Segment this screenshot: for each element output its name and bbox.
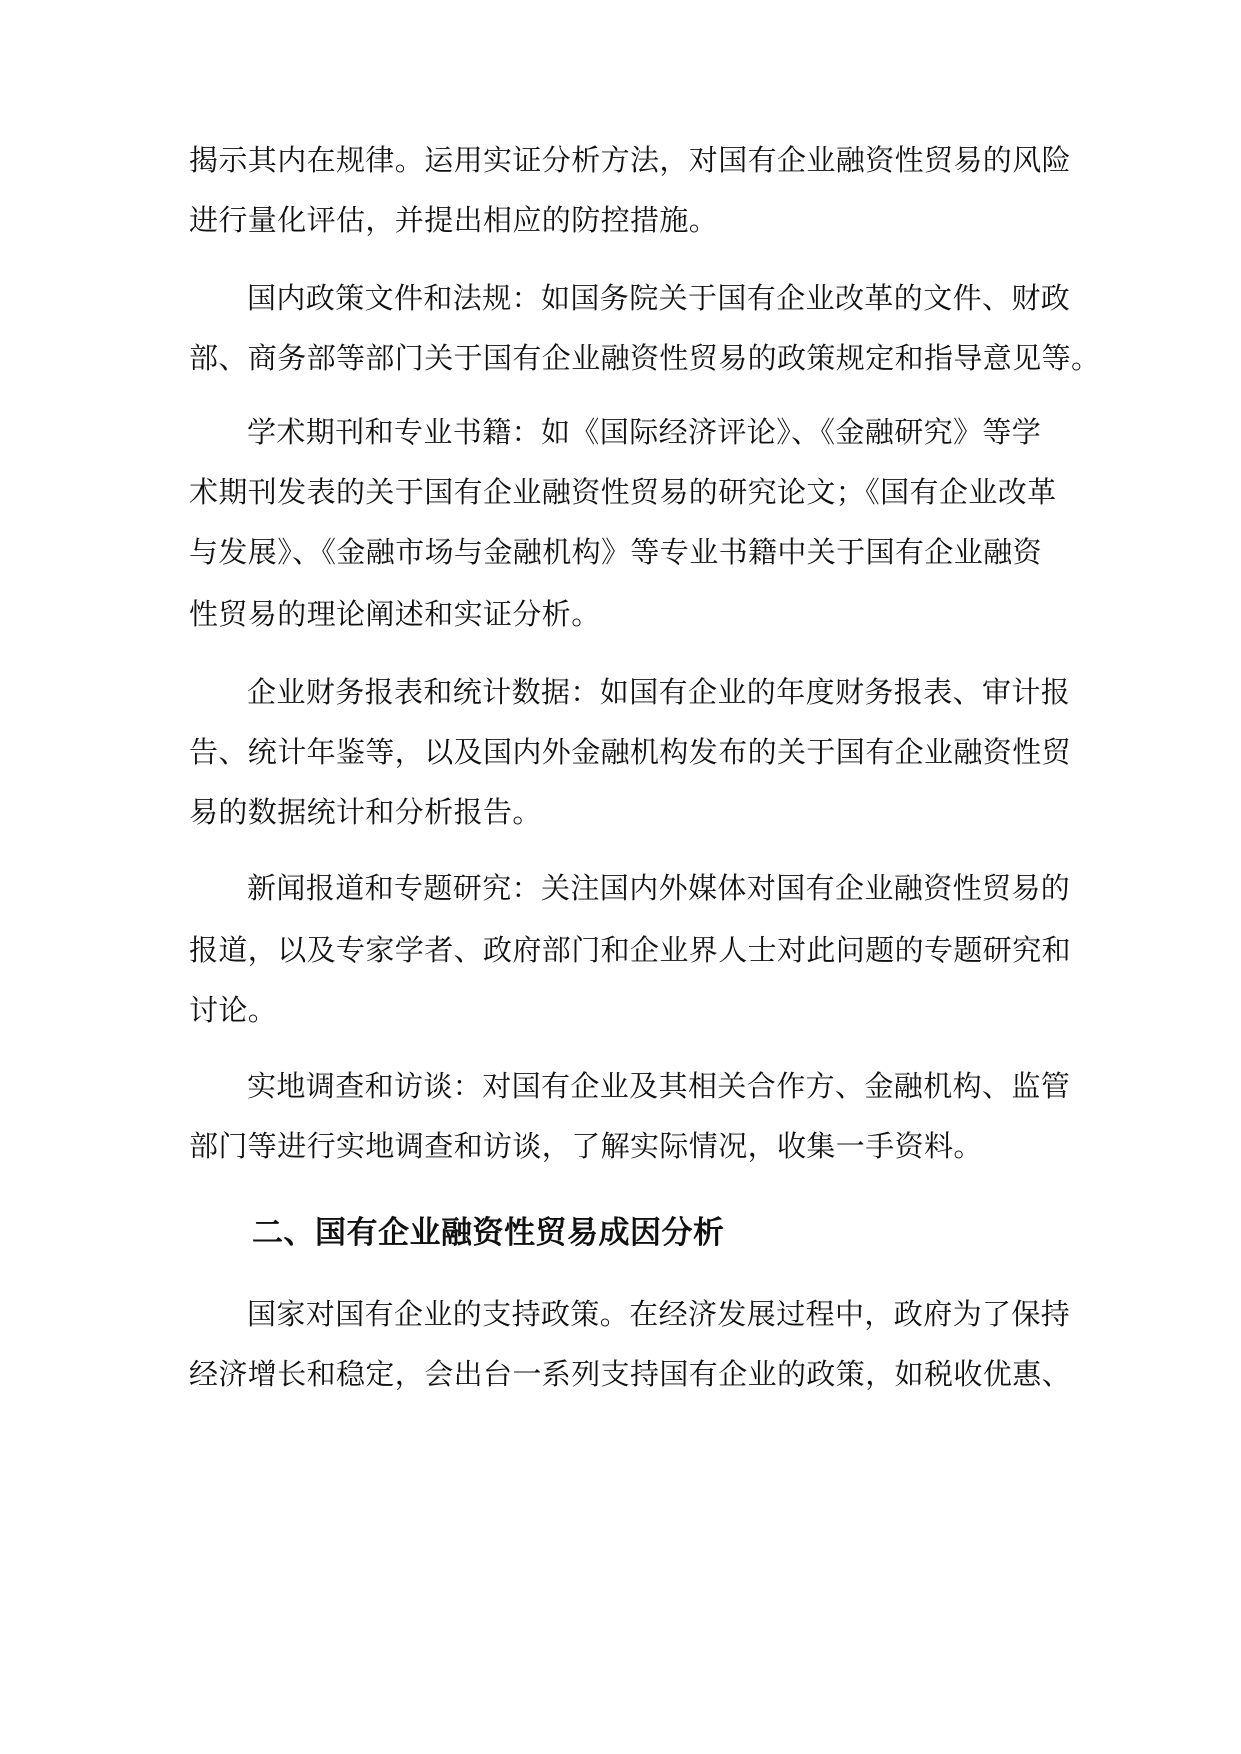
paragraph-3-line-2: 术期刊发表的关于国有企业融资性贸易的研究论文；《国有企业改革 [189,475,1057,509]
section-heading: 二、国有企业融资性贸易成因分析 [252,1215,725,1251]
paragraph-5-line-3: 讨论。 [189,993,278,1027]
paragraph-7-line-2: 经济增长和稳定，会出台一系列支持国有企业的政策，如税收优惠、 [189,1357,1072,1391]
paragraph-7-line-1: 国家对国有企业的支持政策。在经济发展过程中，政府为了保持 [247,1297,1071,1331]
paragraph-5-line-2: 报道，以及专家学者、政府部门和企业界人士对此问题的专题研究和 [189,933,1072,967]
paragraph-4-line-1: 企业财务报表和统计数据：如国有企业的年度财务报表、审计报 [247,675,1071,709]
paragraph-6-line-1: 实地调查和访谈：对国有企业及其相关合作方、金融机构、监管 [247,1069,1071,1103]
paragraph-3-line-4: 性贸易的理论阐述和实证分析。 [189,597,601,631]
paragraph-4-line-3: 易的数据统计和分析报告。 [189,795,542,829]
paragraph-6-line-2: 部门等进行实地调查和访谈，了解实际情况，收集一手资料。 [189,1129,983,1163]
paragraph-1-line-1: 揭示其内在规律。运用实证分析方法，对国有企业融资性贸易的风险 [189,143,1072,177]
paragraph-2-line-2: 部、商务部等部门关于国有企业融资性贸易的政策规定和指导意见等。 [189,341,1101,375]
paragraph-5-line-1: 新闻报道和专题研究：关注国内外媒体对国有企业融资性贸易的 [247,871,1071,905]
paragraph-3-line-1: 学术期刊和专业书籍：如《国际经济评论》、《金融研究》等学 [247,415,1042,449]
paragraph-3-line-3: 与发展》、《金融市场与金融机构》等专业书籍中关于国有企业融资 [189,535,1043,569]
paragraph-2-line-1: 国内政策文件和法规：如国务院关于国有企业改革的文件、财政 [247,281,1071,315]
paragraph-4-line-2: 告、统计年鉴等，以及国内外金融机构发布的关于国有企业融资性贸 [189,735,1072,769]
paragraph-1-line-2: 进行量化评估，并提出相应的防控措施。 [189,203,719,237]
